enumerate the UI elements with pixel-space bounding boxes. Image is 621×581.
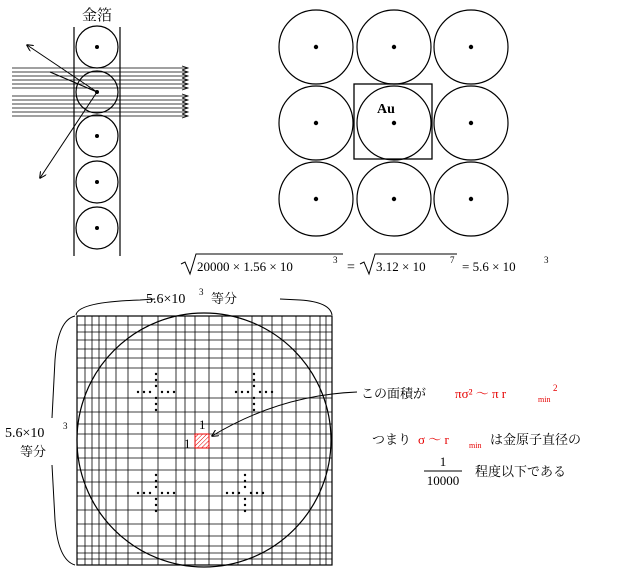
area-formula: πσ² ～ π r bbox=[455, 386, 507, 401]
atom-lattice bbox=[279, 10, 508, 236]
equation-part2-exp: 7 bbox=[450, 255, 455, 265]
cross-dot bbox=[256, 492, 258, 494]
cross-dot bbox=[265, 391, 267, 393]
cross-dot bbox=[235, 391, 237, 393]
cross-dot bbox=[155, 480, 157, 482]
line2-prefix: つまり bbox=[372, 433, 412, 448]
lattice-nucleus bbox=[469, 45, 473, 49]
equation bbox=[181, 254, 549, 275]
equation-result: = 5.6 × 10 bbox=[462, 259, 516, 274]
equation-part1-exp: 3 bbox=[333, 255, 338, 265]
cross-dot bbox=[167, 492, 169, 494]
top-brace-right bbox=[280, 299, 332, 315]
pointer-arrow bbox=[212, 392, 357, 436]
highlighted-cell bbox=[195, 434, 209, 448]
cross-dot bbox=[143, 391, 145, 393]
nucleus-dot bbox=[95, 134, 99, 138]
equation-part2: 3.12 × 10 bbox=[376, 259, 426, 274]
lattice-nucleus bbox=[469, 121, 473, 125]
cross-dot bbox=[155, 385, 157, 387]
cross-dot bbox=[262, 492, 264, 494]
cross-dot bbox=[167, 391, 169, 393]
alpha-beam bbox=[12, 66, 188, 118]
lattice-nucleus bbox=[392, 121, 396, 125]
cross-dot bbox=[155, 397, 157, 399]
cross-dot bbox=[244, 480, 246, 482]
cross-dot bbox=[226, 492, 228, 494]
left-count-label: 5.6×10 bbox=[5, 426, 45, 441]
top-count-label: 5.6×10 bbox=[146, 292, 186, 307]
cross-dot bbox=[155, 409, 157, 411]
cross-dot bbox=[238, 492, 240, 494]
cross-dot bbox=[250, 492, 252, 494]
top-count-exp: 3 bbox=[199, 287, 204, 297]
equation-part1: 20000 × 1.56 × 10 bbox=[197, 259, 293, 274]
cross-dot bbox=[155, 474, 157, 476]
cross-dot bbox=[271, 391, 273, 393]
line2-formula-sub: min bbox=[469, 441, 482, 450]
cross-dot bbox=[253, 403, 255, 405]
area-formula-sup: 2 bbox=[553, 383, 558, 393]
nucleus-dot bbox=[95, 226, 99, 230]
cross-dot bbox=[155, 403, 157, 405]
cross-dot bbox=[155, 510, 157, 512]
foil-atoms bbox=[76, 26, 118, 249]
cross-dot bbox=[161, 391, 163, 393]
nucleus-dot bbox=[95, 180, 99, 184]
cell-top-label: 1 bbox=[199, 417, 206, 432]
lattice-nucleus bbox=[392, 45, 396, 49]
atom-label: Au bbox=[377, 102, 395, 117]
cross-dot bbox=[173, 391, 175, 393]
cross-dot bbox=[137, 391, 139, 393]
left-count-exp: 3 bbox=[63, 421, 68, 431]
top-count-suffix: 等分 bbox=[211, 292, 238, 307]
lattice-nucleus bbox=[314, 121, 318, 125]
cross-dot bbox=[137, 492, 139, 494]
cross-dot bbox=[155, 504, 157, 506]
cross-dot bbox=[241, 391, 243, 393]
cross-dot bbox=[244, 474, 246, 476]
cross-dot bbox=[244, 498, 246, 500]
cross-dot bbox=[155, 373, 157, 375]
cross-dot bbox=[155, 486, 157, 488]
equation-equals: = bbox=[347, 260, 355, 275]
lattice-atoms bbox=[279, 10, 508, 236]
cross-dot bbox=[161, 492, 163, 494]
cross-dot bbox=[155, 379, 157, 381]
area-formula-sub: min bbox=[538, 395, 551, 404]
cross-dot bbox=[149, 391, 151, 393]
cross-dot bbox=[232, 492, 234, 494]
cross-dot bbox=[244, 504, 246, 506]
cross-dot bbox=[155, 498, 157, 500]
line3-suffix: 程度以下である bbox=[475, 465, 567, 480]
nucleus-dot bbox=[95, 45, 99, 49]
left-count-suffix: 等分 bbox=[20, 445, 47, 460]
cross-dot bbox=[253, 379, 255, 381]
scattered-ray-down bbox=[40, 92, 97, 178]
grid-diagram bbox=[5, 287, 357, 567]
cross-dot bbox=[173, 492, 175, 494]
cross-dot bbox=[253, 409, 255, 411]
fraction-denominator: 10000 bbox=[426, 473, 460, 488]
fraction-numerator: 1 bbox=[439, 454, 447, 469]
lattice-nucleus bbox=[314, 45, 318, 49]
cross-dot bbox=[244, 486, 246, 488]
left-brace-top bbox=[52, 316, 75, 418]
top-brace-left bbox=[76, 299, 155, 315]
equation-result-exp: 3 bbox=[544, 255, 549, 265]
annotations bbox=[361, 383, 581, 488]
area-text: この面積が bbox=[361, 387, 427, 402]
lattice-nucleus bbox=[392, 197, 396, 201]
cell-left-label: 1 bbox=[184, 436, 191, 451]
scattered-ray-back bbox=[27, 45, 97, 92]
foil-label: 金箔 bbox=[81, 6, 113, 24]
line2-formula: σ ～ r bbox=[418, 432, 449, 447]
cross-dot bbox=[253, 385, 255, 387]
cross-dot bbox=[253, 397, 255, 399]
foil-scattering-diagram bbox=[12, 6, 188, 256]
cross-dot bbox=[253, 373, 255, 375]
lattice-nucleus bbox=[469, 197, 473, 201]
left-brace-bottom bbox=[52, 465, 75, 565]
line2-suffix: は金原子直径の bbox=[490, 433, 582, 448]
cross-dot bbox=[244, 510, 246, 512]
cross-dot bbox=[149, 492, 151, 494]
cross-dot bbox=[259, 391, 261, 393]
lattice-nucleus bbox=[314, 197, 318, 201]
cross-dot bbox=[247, 391, 249, 393]
cross-dot bbox=[143, 492, 145, 494]
